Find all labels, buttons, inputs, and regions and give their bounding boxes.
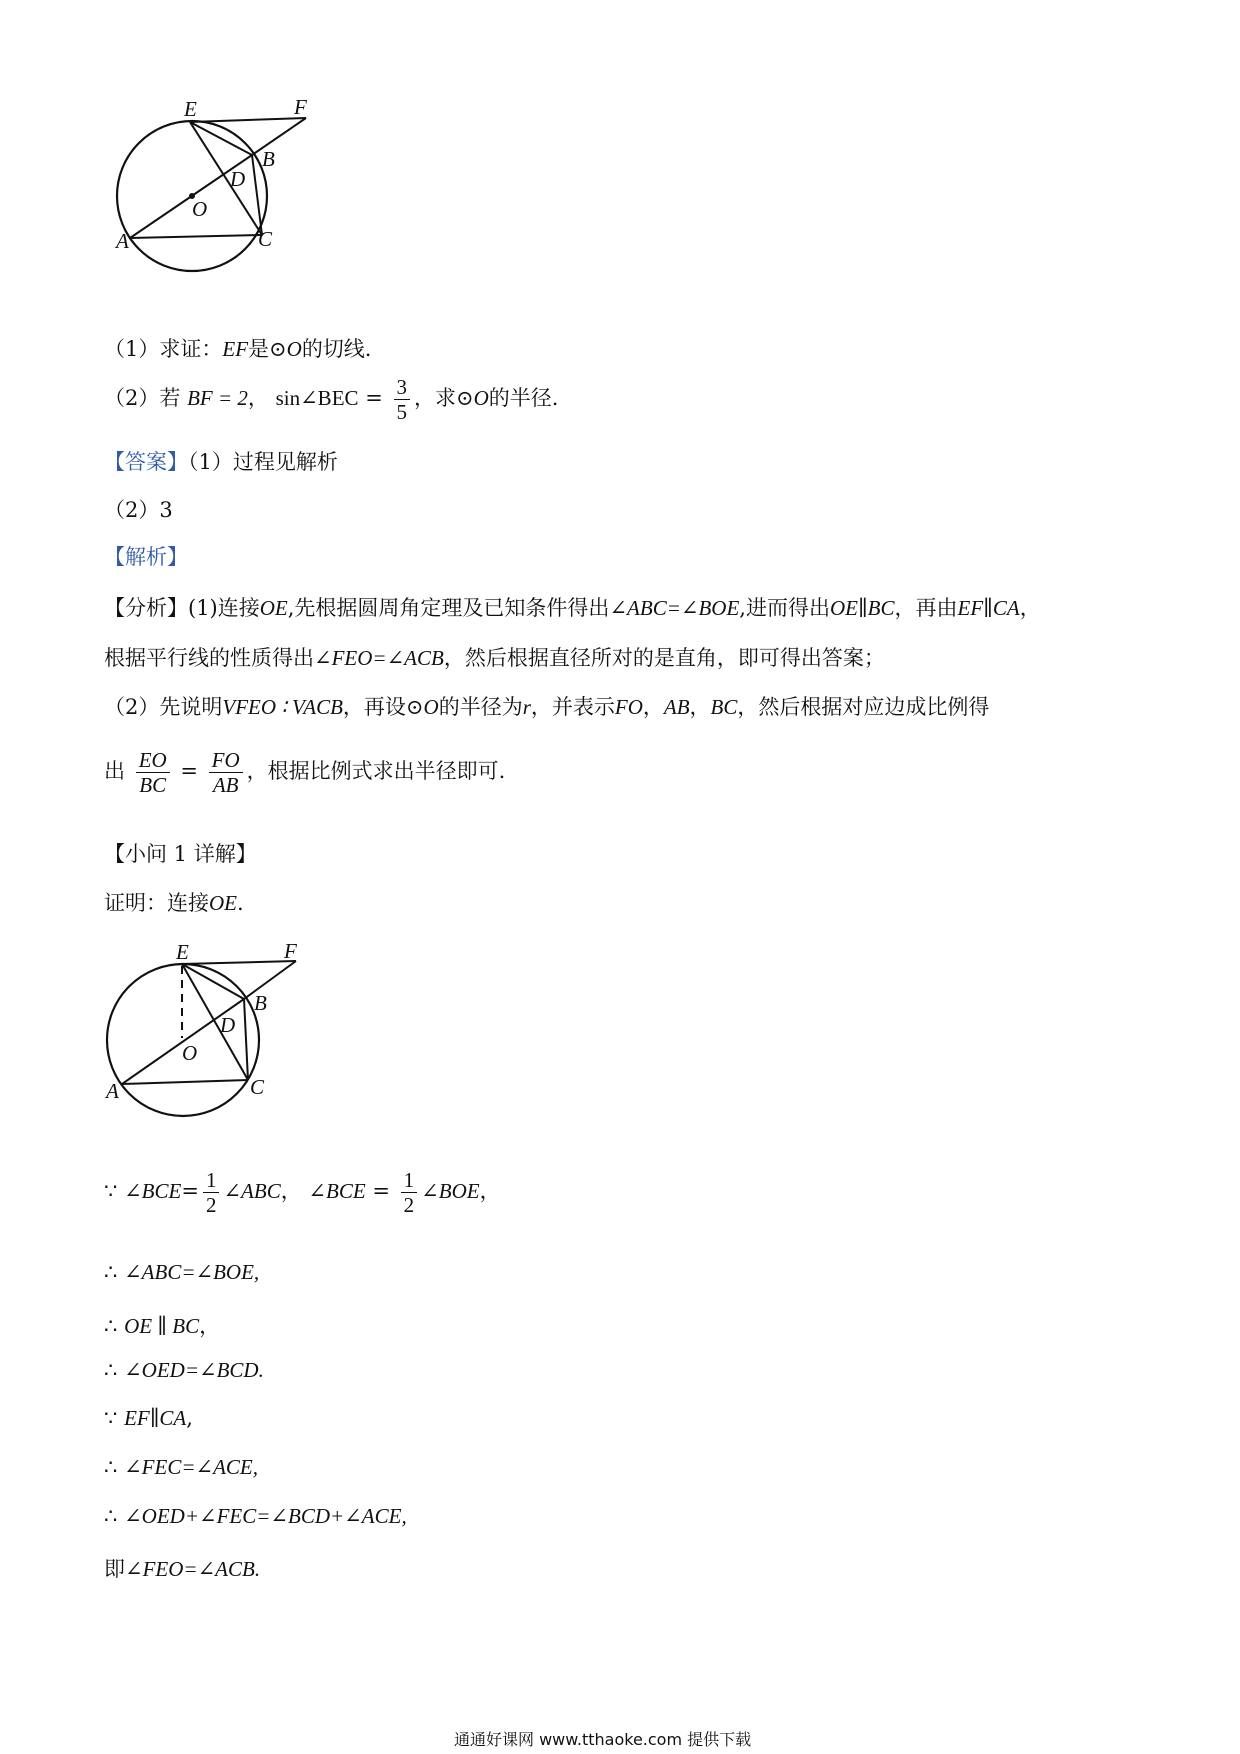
step-2-text: ∠ABC=∠BOE, <box>124 1260 260 1284</box>
figure-1-label-F: F <box>294 100 307 119</box>
analysis-ab: AB <box>663 695 690 719</box>
step-1-den-1: 2 <box>205 1193 217 1218</box>
figure-2-label-E: E <box>176 940 189 964</box>
answer-line-1 <box>104 446 338 476</box>
figure-2-line-EF <box>182 961 296 964</box>
analysis-line-2 <box>104 642 885 672</box>
analysis-bc: BC <box>710 695 738 719</box>
step-1-eq-2: = <box>372 1179 390 1204</box>
analysis-l1-d: ， <box>1019 596 1041 620</box>
detail-proof-dot: . <box>237 891 244 915</box>
step-1-a: ∠BCE <box>124 1179 182 1204</box>
step-8 <box>104 1553 260 1583</box>
figure-1-label-D: D <box>230 167 246 191</box>
analysis-fo: FO <box>614 695 643 719</box>
question-1 <box>104 333 372 363</box>
analysis-fraction-fo-ab <box>209 748 243 797</box>
q2-eq: = <box>365 386 383 411</box>
detail-proof <box>104 887 244 917</box>
analysis-feo-acb: ∠FEO=∠ACB <box>314 646 444 670</box>
step-1-den-2: 2 <box>403 1193 415 1218</box>
analysis-oe-bc: OE∥BC <box>829 596 895 620</box>
analysis-l3-c: ，并表示 <box>530 695 615 719</box>
figure-1-label-E: E <box>184 100 197 121</box>
step-1-b: ∠ABC <box>223 1179 281 1204</box>
analysis-r: r <box>522 695 531 719</box>
figure-2-line-AC <box>122 1080 248 1084</box>
q2-prefix: （2）若 <box>104 386 181 411</box>
step-3-end: ， <box>199 1314 221 1338</box>
step-1-fraction-2 <box>401 1168 418 1217</box>
q2-bf: BF = 2 <box>187 386 248 411</box>
q1-expr: EF <box>222 337 249 361</box>
figure-1-line-FB <box>252 118 306 155</box>
analysis-fo-den: AB <box>212 773 239 798</box>
analysis-comma-2: ， <box>689 695 711 719</box>
analysis-sim: VFEO ∶ VACB <box>222 695 343 719</box>
analysis-l3-d: ，然后根据对应边成比例得 <box>737 695 990 719</box>
step-3 <box>104 1310 220 1340</box>
step-7 <box>104 1504 407 1529</box>
q2-circle: O <box>473 386 489 411</box>
q1-circle: O <box>286 337 302 361</box>
analysis-l2-suffix: ，然后根据直径所对的是直角，即可得出答案； <box>443 646 885 670</box>
answer-line-2 <box>104 494 173 524</box>
therefore-symbol: ∴ <box>104 1358 118 1382</box>
analysis-l1-prefix: 【分析】(1)连接 <box>104 596 260 620</box>
answer-1: （1）过程见解析 <box>188 450 338 474</box>
analysis-line-3 <box>104 691 989 721</box>
step-8-text: ∠FEO=∠ACB. <box>125 1557 261 1581</box>
figure-1-line-EF <box>190 118 306 122</box>
figure-2-label-A: A <box>106 1079 119 1103</box>
therefore-symbol: ∴ <box>104 1455 118 1479</box>
analysis-line-4 <box>104 748 505 797</box>
circle-icon: ⊙ <box>456 386 474 411</box>
q2-sin: sin∠BEC <box>275 386 359 411</box>
analysis-ef-ca: EF∥CA <box>957 596 1020 620</box>
figure-2-label-B: B <box>254 991 267 1015</box>
figure-2-circle-diagram <box>100 932 340 1132</box>
figure-1-label-B: B <box>262 147 275 171</box>
analysis-fo-num: FO <box>209 748 243 773</box>
analysis-comma-1: ， <box>642 695 664 719</box>
step-1-num-1: 1 <box>203 1168 220 1193</box>
q2-fraction <box>394 375 411 424</box>
figure-1-label-O: O <box>192 197 208 221</box>
figure-1-label-C: C <box>258 227 273 251</box>
q1-prefix: （1）求证： <box>104 337 223 361</box>
analysis-eo-den: BC <box>139 773 167 798</box>
step-5-text: EF∥CA <box>124 1406 187 1430</box>
analysis-oe: OE <box>259 596 288 620</box>
analysis-l1-c: ，再由 <box>894 596 958 620</box>
answer-tag: 【答案】 <box>104 450 188 474</box>
therefore-symbol: ∴ <box>104 1260 118 1284</box>
step-6 <box>104 1455 258 1480</box>
therefore-symbol: ∴ <box>104 1504 118 1528</box>
figure-2-label-O: O <box>182 1041 198 1065</box>
analysis-abc-boe: ∠ABC=∠BOE <box>609 596 740 620</box>
figure-1-circle-diagram <box>110 100 350 300</box>
step-6-text: ∠FEC=∠ACE, <box>124 1455 258 1479</box>
therefore-symbol: ∴ <box>104 1314 118 1338</box>
analysis-eq: = <box>180 759 198 784</box>
step-4 <box>104 1358 264 1383</box>
step-1-num-2: 1 <box>401 1168 418 1193</box>
step-5 <box>104 1406 193 1431</box>
step-7-text: ∠OED+∠FEC=∠BCD+∠ACE, <box>124 1504 407 1528</box>
step-2 <box>104 1260 259 1285</box>
step-1-d: ∠BCE <box>308 1179 366 1204</box>
analysis-l3-b: 的半径为 <box>438 695 523 719</box>
step-1-c: ， <box>280 1179 302 1204</box>
circle-icon: ⊙ <box>269 337 287 361</box>
footer-text: 通通好课网 www.tthaoke.com 提供下载 <box>454 1730 752 1749</box>
analysis-l3-prefix: （2）先说明 <box>104 695 223 719</box>
figure-2-label-C: C <box>250 1075 265 1099</box>
because-symbol: ∵ <box>104 1406 118 1430</box>
analysis-fraction-eo-bc <box>136 748 170 797</box>
detail-proof-oe: OE <box>209 891 237 915</box>
analysis-tag: 【解析】 <box>104 545 188 569</box>
circle-icon: ⊙ <box>405 695 424 719</box>
figure-2-line-BC <box>244 999 248 1080</box>
figure-2-label-D: D <box>220 1013 236 1037</box>
analysis-eo-num: EO <box>136 748 170 773</box>
q2-num: 3 <box>394 375 411 400</box>
q2-suffix: 的半径. <box>488 386 559 411</box>
question-2: （2）若 BF = 2， sin∠BEC = $\frac{3}{5}$ ，求⊙O的半径. <box>104 375 559 425</box>
step-4-text: ∠OED=∠BCD. <box>124 1358 264 1382</box>
detail-proof-prefix: 证明：连接 <box>104 891 209 915</box>
analysis-l1-b: ,进而得出 <box>739 596 830 620</box>
step-1-fraction-1 <box>203 1168 220 1217</box>
step-3-text: OE ∥ BC <box>124 1314 200 1338</box>
analysis-line-1 <box>104 592 1041 622</box>
analysis-l2-prefix: 根据平行线的性质得出 <box>104 646 314 670</box>
analysis-l4-prefix: 出 <box>104 759 125 784</box>
step-8-prefix: 即 <box>104 1557 125 1581</box>
because-symbol: ∵ <box>104 1179 118 1204</box>
analysis-circle: O <box>423 695 439 719</box>
q2-den: 5 <box>396 400 408 425</box>
q2-mid: ，求 <box>414 386 457 411</box>
step-1-e: ∠BOE <box>421 1179 480 1204</box>
figure-2-label-F: F <box>284 939 297 963</box>
answer-2: （2）3 <box>104 498 173 522</box>
analysis-l1-a: ,先根据圆周角定理及已知条件得出 <box>287 596 610 620</box>
step-1-eq: = <box>181 1179 199 1204</box>
q1-mid: 是 <box>248 337 270 361</box>
step-1 <box>104 1168 501 1217</box>
analysis-l3-a: ，再设 <box>342 695 406 719</box>
analysis-l4-suffix: ，根据比例式求出半径即可. <box>246 759 506 784</box>
figure-1-line-AC <box>130 235 262 238</box>
step-1-f: ， <box>479 1179 501 1204</box>
figure-1-label-A: A <box>116 229 129 253</box>
q1-suffix: 的切线. <box>301 337 372 361</box>
figure-2-line-FB <box>244 961 296 999</box>
step-5-end: , <box>186 1406 193 1430</box>
detail-tag: 【小问 1 详解】 <box>104 842 257 866</box>
